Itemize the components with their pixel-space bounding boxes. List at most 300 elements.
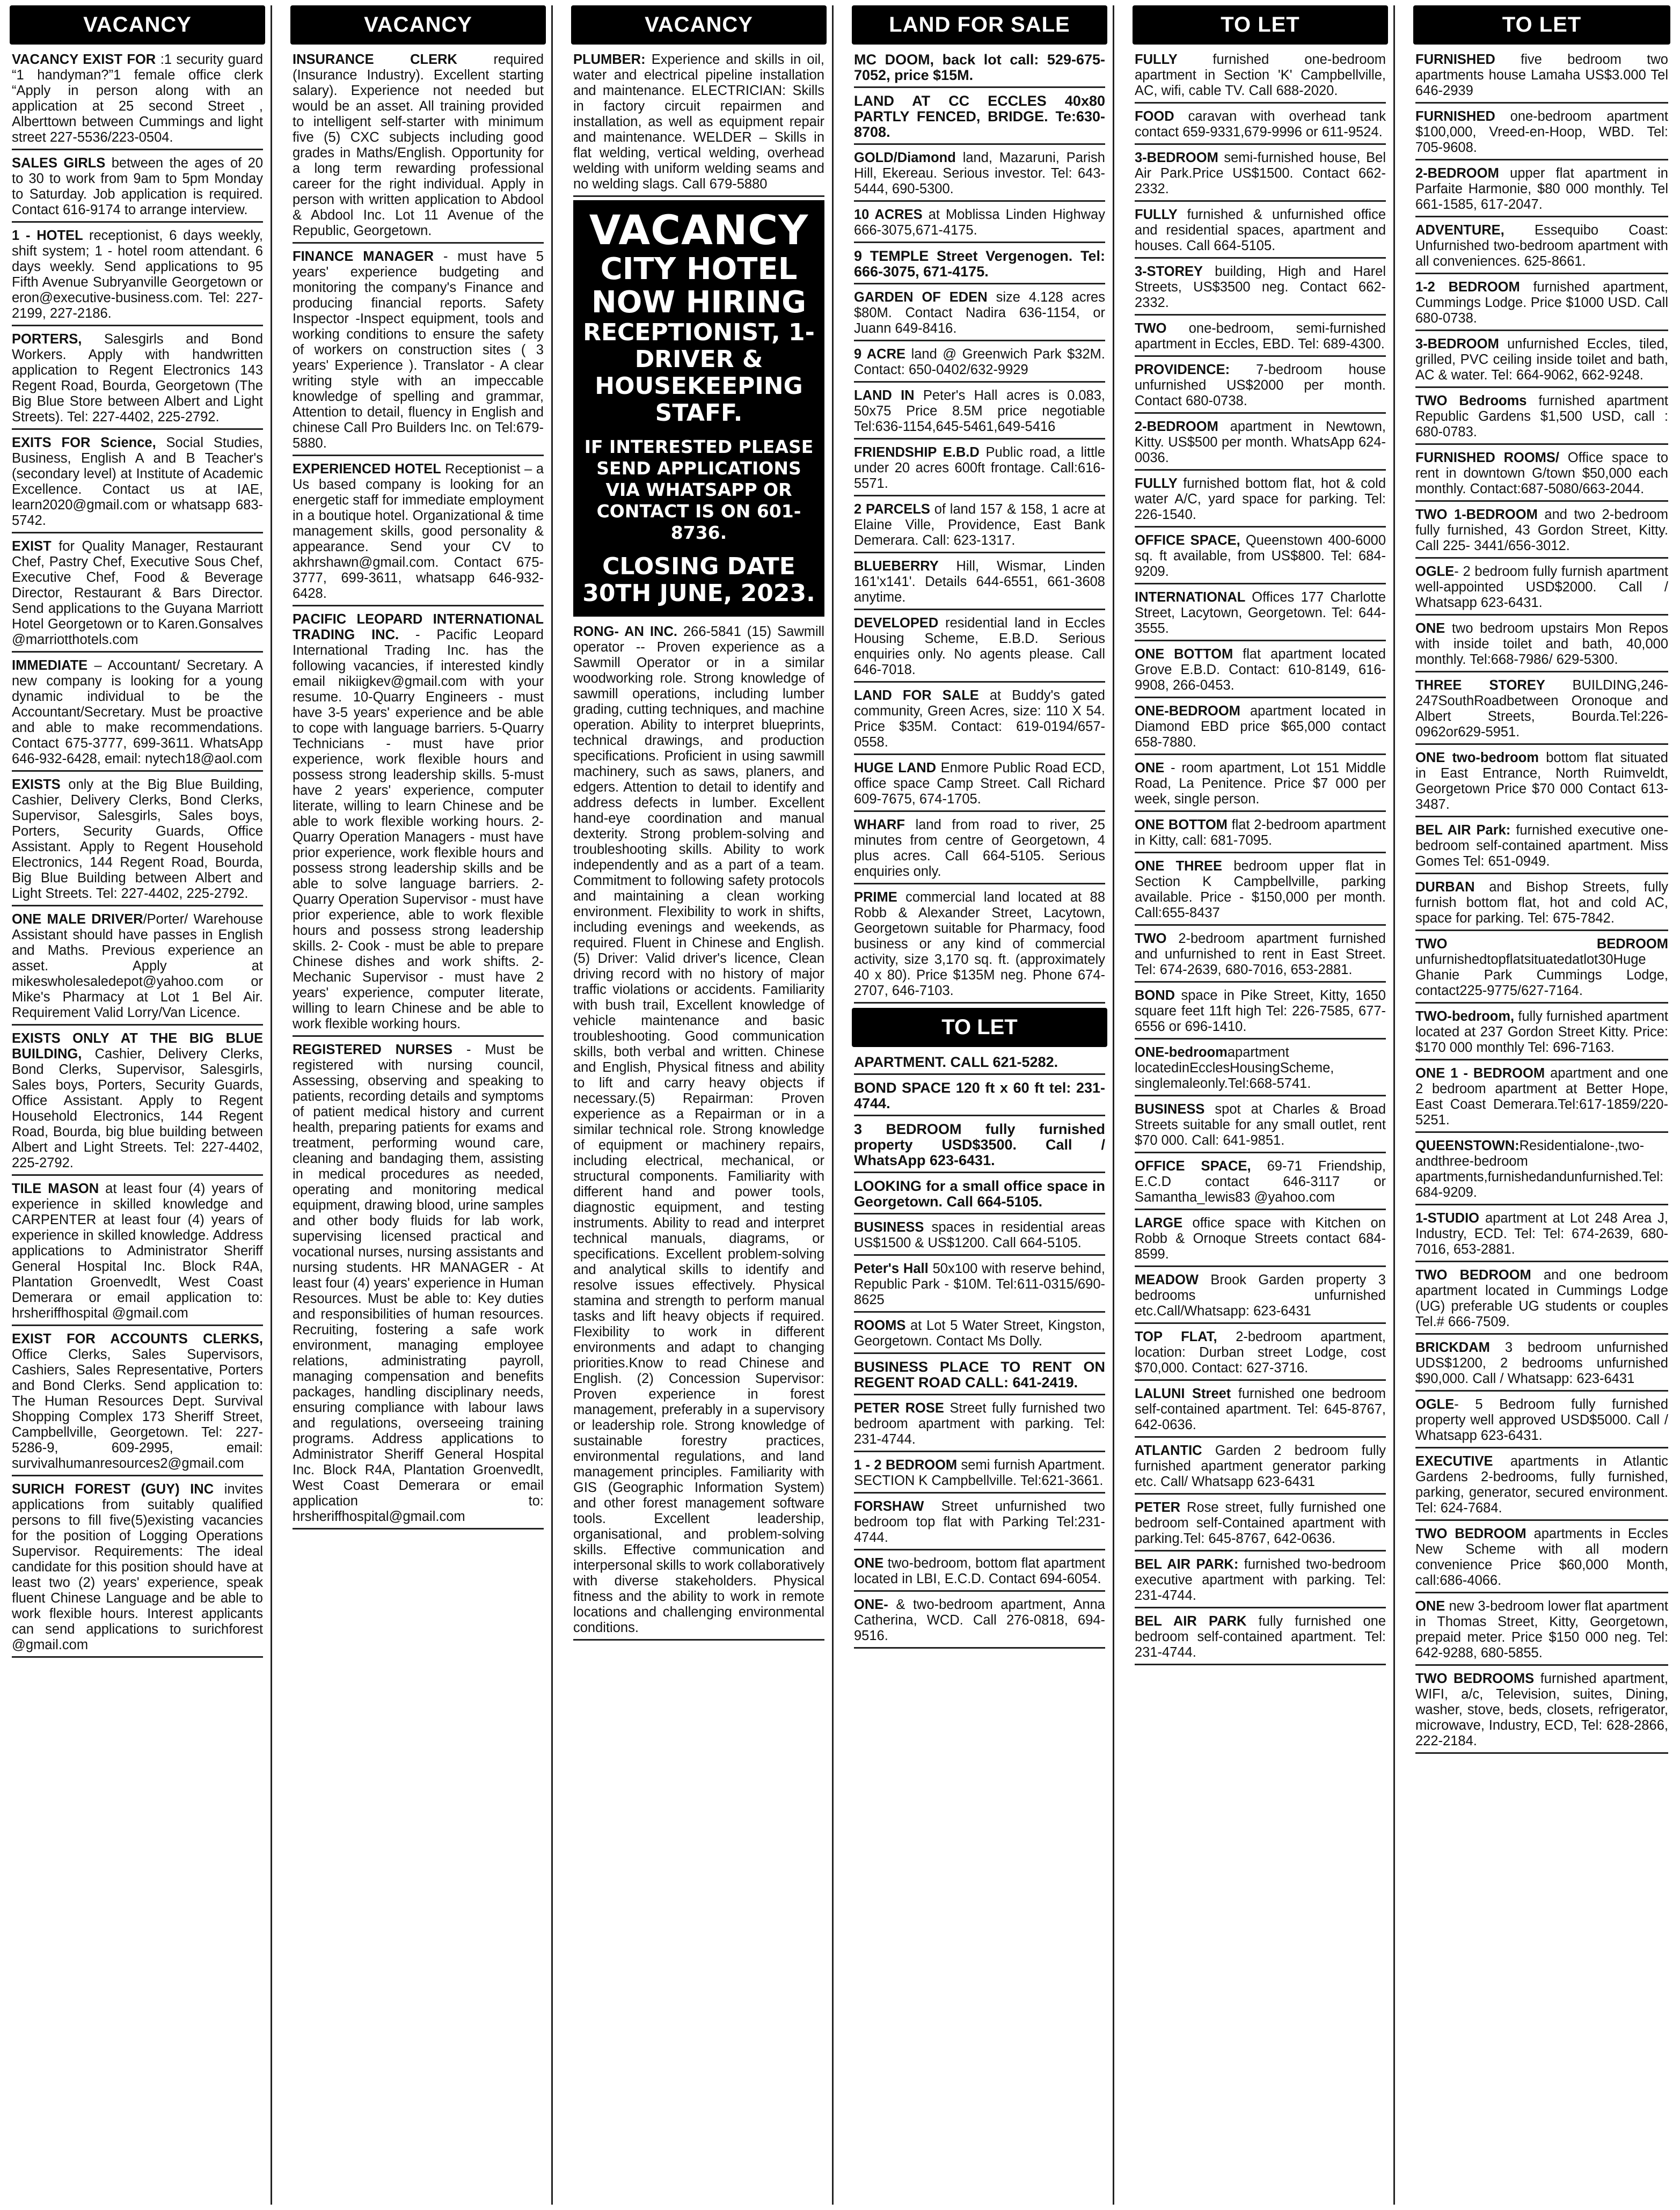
ad-lead: ONE (854, 1556, 888, 1571)
ad-lead: BUSINESS PLACE TO RENT ON REGENT ROAD CALL: 641-2419. (854, 1359, 1105, 1391)
classified-ad (854, 246, 1105, 284)
ad-body: Garden 2 bedroom fully furnished apartment generator parking etc. Call/ Whatsapp 623-6431 (1135, 1443, 1386, 1489)
ad-lead: BUSINESS (854, 1220, 932, 1235)
ad-lead: FULLY (1135, 52, 1213, 67)
ad-body: Cashier, Delivery Clerks, Bond Clerks, Supervisor, Salesgirls, Sales boys, Porters, Security Guards, Office Assistant. Apply to Regent Household Electronics, 144 Regent Road, Bourda, big blue building between Albert and Light Streets. Tel: 227-4402, 225-2792. (12, 1047, 263, 1170)
ad-lead: PLUMBER: (573, 52, 652, 67)
ad-lead: LAND FOR SALE (854, 688, 990, 703)
ad-lead: FORSHAW (854, 1499, 941, 1514)
box-ad-line2: NOW HIRING (591, 285, 807, 320)
classified-ad (1415, 1524, 1668, 1593)
ad-lead: LAND AT CC ECCLES 40x80 PARTLY FENCED, BRIDGE. Te:630-8708. (854, 93, 1105, 140)
ad-body: 266-5841 (15) Sawmill operator -- Proven experience as a Sawmill Operator or in a similar woodworking role. Strong knowledge of sawmill operations, including lumber grading, cutting techniques, and machine operation. Ability to interpret blueprints, technical drawings, and production specifications. Proficient in using sawmill machinery, such as saws, planers, and edgers. Attention to detail to identify and address defects in lumber. Excellent hand-eye coordination and manual dexterity. Strong problem-solving and troubleshooting skills. Ability to work independently and as a part of a team. Commitment to following safety protocols and maintaining a clean working environment. Flexibility to work in shifts, including evenings and weekends, as required. Fluent in Chinese and English.(5) Driver: Valid driver's licence, Clean driving record with no history of major traffic violations or accidents. Familiarity with bush trail, Excellent knowledge of vehicle maintenance and basic troubleshooting. Good communication skills, both verbal and written. Chinese and English, Physical fitness and ability to lift and carry heavy objects if necessary.(5) Repairman: Proven experience as a Repairman or in a similar technical role. Strong knowledge of equipment or machinery repairs, including electrical, mechanical, or structural components. Familiarity with different hand and power tools, diagnostic equipment, and testing instruments. Ability to read and interpret technical manuals, diagrams, or specifications. Excellent problem-solving and analytical skills to identify and resolve issues effectively. Physical stamina and strength to perform manual tasks and lift heavy objects if required. Flexibility to work in different environments and adapt to changing priorities.Know to read Chinese and English. (2) Concession Supervisor: Proven experience in forest management, preferably in a supervisory or leadership role. Strong knowledge of sustainable forestry practices, environmental regulations, and land management principles. Familiarity with GIS (Geographic Information System) and other forest management software tools. Excellent leadership, organisational, and problem-solving skills. Effective communication and interpersonal skills to work collaboratively with diverse stakeholders. Physical fitness and the ability to work in remote locations and challenging environmental conditions. (573, 624, 825, 1635)
ad-body: Social Studies, Business, English A and B Teacher's (secondary level) at Institute of Academic Excellence. Contact us at IAE, learn2020@gmail.com or whatsapp 683-5742. (12, 435, 263, 528)
ad-lead: TWO 1-BEDROOM (1415, 507, 1545, 522)
ad-lead: TOP FLAT, (1135, 1329, 1236, 1344)
ad-body: spot at Charles & Broad Streets suitable for any small outlet, rent $70 000. Call: 641-9851. (1135, 1102, 1386, 1148)
classified-ad (854, 288, 1105, 341)
classified-ad (854, 1455, 1105, 1494)
ad-lead: 9 TEMPLE Street Vergenogen. Tel: 666-3075, 671-4175. (854, 248, 1105, 280)
classified-ad (1135, 1612, 1386, 1665)
ad-lead: BRICKDAM (1415, 1340, 1505, 1355)
section-header: TO LET (852, 1008, 1107, 1047)
classified-ad (12, 1179, 263, 1326)
classified-ad (1415, 676, 1668, 745)
classified-ad (1415, 1064, 1668, 1133)
ad-body: two-bedroom, bottom flat apartment located in LBI, E.C.D. Contact 694-6054. (854, 1556, 1105, 1586)
classified-ad (854, 205, 1105, 243)
section-header: TO LET (1133, 5, 1388, 45)
classified-ad (12, 910, 263, 1026)
classified-ad (1135, 360, 1386, 414)
ad-lead: ONE MALE DRIVER (12, 912, 143, 927)
ad-lead: EXITS FOR Science, (12, 435, 166, 450)
classified-ad (854, 1119, 1105, 1173)
ad-lead: FURNISHED (1415, 52, 1521, 67)
classified-ad (854, 1497, 1105, 1550)
ad-lead: INTERNATIONAL (1135, 590, 1252, 605)
classified-ad (854, 686, 1105, 755)
ad-body: apartment in Newtown, Kitty. US$500 per month. WhatsApp 624-0036. (1135, 419, 1386, 465)
classified-ad (1135, 1441, 1386, 1495)
ad-body: flat 2-bedroom apartment in Kitty, call: 681-7095. (1135, 817, 1386, 848)
ad-lead: BOND SPACE 120 ft x 60 ft tel: 231-4744. (854, 1080, 1105, 1111)
classified-ad (12, 330, 263, 430)
classified-ad (1135, 1157, 1386, 1210)
ad-lead: TWO BEDROOMS (1415, 1671, 1540, 1686)
ad-body: Receptionist – a Us based company is looking for an energetic staff for immediate employment in a boutique hotel. Organizational & time management skills, good personality & appearance. Send your CV to akhrshawn@gmail.com. Contact 675-3777, 699-3611, whatsapp 646-932-6428. (293, 462, 544, 601)
box-ad-roles: RECEPTIONIST, 1-DRIVER & HOUSEKEEPING STAFF. (583, 319, 815, 427)
classified-ad (1415, 934, 1668, 1004)
classified-ad (854, 443, 1105, 496)
section-header: LAND FOR SALE (852, 5, 1107, 45)
classified-ad (854, 1052, 1105, 1075)
classified-ad (1415, 748, 1668, 817)
ad-body: semi-furnished house, Bel Air Park.Price US$1500. Contact 662-2332. (1135, 150, 1386, 196)
ad-body: Queenstown 400-6000 sq. ft available, from US$800. Tel: 684-9209. (1135, 533, 1386, 579)
ad-lead: EXIST (12, 539, 59, 554)
ad-lead: ONE-bedroom (1135, 1045, 1228, 1060)
ad-lead: BEL AIR PARK (1135, 1614, 1259, 1629)
ad-lead: GOLD/Diamond (854, 150, 963, 165)
classified-ad (854, 1176, 1105, 1214)
classified-ad (293, 1040, 544, 1530)
ad-lead: RONG- AN INC. (573, 624, 683, 639)
ad-lead: ONE BOTTOM (1135, 817, 1232, 832)
ad-lead: 9 ACRE (854, 347, 911, 362)
classified-ad (1135, 1100, 1386, 1153)
ad-lead: FULLY (1135, 207, 1187, 222)
ad-body: furnished executive one-bedroom self-contained apartment. Miss Gomes Tel: 651-0949. (1415, 823, 1668, 869)
ad-lead: TILE MASON (12, 1181, 106, 1196)
classified-ad (1135, 986, 1386, 1040)
classified-ad (12, 656, 263, 772)
ad-body: unfurnishedtopflatsituatedatlot30Huge Ghanie Park Cummings Lodge, contact225-9775/627-7164. (1415, 952, 1668, 998)
ad-body: office space with Kitchen on Robb & Ornoque Streets contact 684-8599. (1135, 1216, 1386, 1262)
classified-ad (1415, 1597, 1668, 1666)
classified-ad (854, 613, 1105, 683)
ad-lead: TWO (1135, 931, 1179, 946)
ad-body: between the ages of 20 to 30 to work from 9am to 5pm Monday to Saturday. Job application is required. Contact 616-9174 to arrange interview. (12, 156, 264, 217)
classified-ad (12, 775, 263, 906)
classified-ad (1415, 821, 1668, 874)
ad-lead: IMMEDIATE (12, 658, 94, 673)
classified-ad (1135, 1555, 1386, 1608)
ad-lead: OGLE (1415, 1397, 1455, 1412)
ad-body: Street unfurnished two bedroom top flat with Parking Tel:231-4744. (854, 1499, 1105, 1545)
ad-body: semi furnish Apartment. SECTION K Campbellville. Tel:621-3661. (854, 1458, 1105, 1488)
ad-lead: 1 - HOTEL (12, 228, 89, 243)
ad-lead: TWO-bedroom, (1415, 1009, 1518, 1024)
ad-body: for Quality Manager, Restaurant Chef, Pastry Chef, Executive Sous Chef, Executive Chef, Food & Beverage Director, Restaurant & Bars Director. Send applications to the Guyana Marriott Hotel Georgetown or to Karen.Gonsalves @marriotthotels.com (12, 539, 263, 647)
ad-lead: FINANCE MANAGER (293, 249, 443, 264)
column-1 (5, 5, 272, 2205)
classified-ad (1135, 1043, 1386, 1096)
ad-lead: LARGE (1135, 1216, 1193, 1231)
classified-ad (1415, 562, 1668, 616)
ad-lead: FURNISHED ROOMS/ (1415, 450, 1568, 465)
ad-body: unfurnished Eccles, tiled, grilled, PVC ceiling inside toilet and bath, AC & water. Tel: 664-9062, 662-9248. (1415, 336, 1668, 383)
classified-ad (1415, 1452, 1668, 1521)
ad-body: furnished & unfurnished office and residential spaces, apartment and houses. Call 664-5105. (1135, 207, 1386, 253)
box-ad-cta: IF INTERESTED PLEASE SEND APPLICATIONS VIA WHATSAPP OR CONTACT IS ON 601-8736. (584, 436, 814, 543)
ad-body: space in Pike Street, Kitty, 1650 square feet 11ft high Tel: 226-7585, 677-6556 or 696-1410. (1135, 988, 1386, 1034)
ad-body: - Pacific Leopard International Trading Inc. has the following vacancies, if interested kindly email nikiigkev@gmail.com with your resume. 10-Quarry Engineers - must have 3-5 years' experience and be able to cope with language barriers. 5-Quarry Technicians - must have prior experience, work flexible hours and possess strong leadership skills. 5-must have 2 years' experience, computer literate, willing to learn Chinese and be able to work flexible working hours. 2- Quarry Operation Managers - must have prior experience, work flexible hours and possess strong leadership skills and be able to solve language barriers. 2- Quarry Operation Supervisor - must have prior experience, able to work flexible hours and possess strong leadership skills. 2- Cook - must be able to prepare Chinese dishes and work shifts. 2- Mechanic Supervisor - must have 2 years' experience, computer literate, willing to learn Chinese and be able to work flexible working hours. (293, 627, 544, 1031)
ad-body: apartment locatedinEcclesHousingScheme, singlemaleonly.Tel:668-5741. (1135, 1045, 1334, 1091)
classified-ad (573, 50, 824, 197)
ad-lead: ONE- (854, 1597, 896, 1612)
ad-lead: APARTMENT. CALL 621-5282. (854, 1054, 1058, 1070)
ad-body: Rose street, fully furnished one bedroom self-Contained apartment with parking.Tel: 645-8767, 642-0636. (1135, 1500, 1386, 1546)
ad-body: one-bedroom, semi-furnished apartment in Eccles, EBD. Tel: 689-4300. (1135, 321, 1386, 352)
ad-lead: BEL AIR PARK: (1135, 1557, 1244, 1572)
ad-body: of land 157 & 158, 1 acre at Elaine Ville, Providence, East Bank Demerara. Call: 623-1317. (854, 502, 1106, 548)
ad-body: and one bedroom apartment located in Cummings Lodge (UG) preferable UG students or couples Tel.# 666-7509. (1415, 1268, 1668, 1329)
classified-ad (1135, 1327, 1386, 1381)
ad-body: at Moblissa Linden Highway 666-3075,671-4175. (854, 207, 1105, 238)
classified-ad (1415, 1007, 1668, 1060)
ad-body: land from road to river, 25 minutes from centre of Georgetown, 4 plus acres. Call 664-5105. Serious enquiries only. (854, 817, 1106, 879)
classified-ad (1415, 1136, 1668, 1205)
classified-ad (1135, 417, 1386, 471)
ad-body: furnished apartment Republic Gardens $1,500 USD, call : 680-0783. (1415, 393, 1668, 440)
column-2 (286, 5, 553, 2205)
ad-body: Essequibo Coast: Unfurnished two-bedroom apartment with all conveniences. 625-8661. (1415, 223, 1668, 269)
classified-ad (1415, 1338, 1668, 1392)
classified-ad (854, 1218, 1105, 1256)
classified-ad (854, 815, 1105, 884)
ad-lead: DEVELOPED (854, 616, 946, 631)
ad-lead: LAND IN (854, 388, 923, 403)
ad-lead: ONE THREE (1135, 859, 1234, 874)
classified-ad (854, 1595, 1105, 1649)
ad-lead: SURICH FOREST (GUY) INC (12, 1482, 224, 1497)
ad-body: Public road, a little under 20 acres 600ft frontage. Call:616-5571. (854, 445, 1105, 491)
classified-ad (854, 345, 1105, 383)
ad-body: invites applications from suitably qualified persons to fill five(5)existing vacancies for the position of Logging Operations Supervisor. Requirements: The ideal candidate for this position should have at least two (2) years' experience, speak fluent Chinese Language and be able to work flexible hours. Interest applicants can send applications to surichforest @gmail.com (12, 1482, 263, 1652)
ad-lead: TWO Bedrooms (1415, 393, 1539, 408)
ad-lead: SALES GIRLS (12, 156, 112, 171)
classified-ad (1135, 815, 1386, 853)
classified-ad (12, 226, 263, 326)
classified-ad (293, 247, 544, 456)
ad-lead: TWO BEDROOM (1415, 1526, 1534, 1541)
classifieds-page (5, 5, 1675, 2205)
ad-lead: FOOD (1135, 109, 1188, 124)
ad-lead: PORTERS, (12, 332, 105, 347)
ad-body: and two 2-bedroom fully furnished, 43 Gordon Street, Kitty. Call 225- 3441/656-3012. (1415, 507, 1668, 553)
classified-ad (12, 50, 263, 150)
classified-ad (12, 1329, 263, 1476)
section-header: VACANCY (10, 5, 265, 45)
classified-ad (854, 1316, 1105, 1354)
classified-ad (1415, 1265, 1668, 1335)
ad-body: – Accountant/ Secretary. A new company is looking for a young dynamic individual to be the Accountant/Secretary. Must be proactive and able to make recommendations. Contact 675-3777, 699-3611. WhatsApp 646-932-6428, email: nytech18@aol.com (12, 658, 263, 766)
classified-ad (12, 433, 263, 533)
ad-body: furnished bottom flat, hot & cold water A/C, yard space for parking. Tel: 226-1540. (1135, 476, 1386, 522)
ad-body: Enmore Public Road ECD, office space Camp Street. Call Richard 609-7675, 674-1705. (854, 760, 1105, 807)
ad-lead: ONE-BEDROOM (1135, 704, 1250, 719)
ad-body: bedroom upper flat in Section K Campbellville, parking available. Price - $150,000 per month. Call:655-8437 (1135, 859, 1386, 920)
classified-ad (1135, 531, 1386, 584)
classified-ad (854, 557, 1105, 610)
classified-ad (1415, 448, 1668, 502)
classified-ad (1135, 107, 1386, 145)
classified-ad (1135, 205, 1386, 259)
ad-body: furnished one-bedroom apartment in Section 'K' Campbellville, AC, wifi, cable TV. Call 688-2020. (1135, 52, 1386, 98)
classified-ad (12, 1480, 263, 1658)
ad-body: spaces in residential areas US$1500 & US$1200. Call 664-5105. (854, 1220, 1105, 1250)
ad-lead: 1-STUDIO (1415, 1211, 1485, 1226)
ad-body: apartments in Atlantic Gardens 2-bedrooms, fully furnished, parking, generator, secured environment. Tel: 624-7684. (1415, 1454, 1668, 1516)
ad-lead: REGISTERED NURSES (293, 1042, 466, 1057)
ad-body: furnished apartment, Cummings Lodge. Price $1000 USD. Call 680-0738. (1415, 280, 1668, 326)
city-hotel-box-ad (573, 200, 824, 617)
ad-lead: EXECUTIVE (1415, 1454, 1510, 1469)
ad-body: two bedroom upstairs Mon Repos with inside toilet and bath, 40,000 monthly. Tel:668-7986/ 629-5300. (1415, 621, 1668, 667)
ad-lead: Peter's Hall (854, 1261, 933, 1276)
box-ad-line1: CITY HOTEL (600, 252, 798, 287)
classified-ad (12, 537, 263, 653)
ad-body: 3 bedroom unfurnished UDS$1200, 2 bedrooms unfurnished $90,000. Call / Whatsapp: 623-6431 (1415, 1340, 1669, 1386)
classified-ad (293, 459, 544, 606)
ad-body: new 3-bedroom lower flat apartment in Thomas Street, Kitty, Georgetown, prepaid meter. Price $150 000 neg. Tel: 642-9288, 680-5855. (1415, 1599, 1668, 1660)
classified-ad (1135, 758, 1386, 812)
ad-body: - Must be registered with nursing council, Assessing, observing and speaking to patients, recording details and symptoms of patient medical history and current health, preparing patients for exams and treatment, performing wound care, cleaning and bandaging them, assisting in medical procedures as needed, operating and monitoring medical equipment, drawing blood, urine samples and other body fluids for lab work, supervising licensed practical and vocational nurses, nursing assistants and nursing students. HR MANAGER - At least four (4) years' experience in Human Resources. Must be able to: Key duties and responsibilities of human resources. Recruiting, fostering a safe work environment, managing employee relations, administrating payroll, managing compensation and benefits packages, handling disciplinary needs, ensuring compliance with labour laws and regulations, overseeing training programs. Address applications to Administrator Sheriff General Hospital Inc. Block R4A, Plantation Groenvedlt, West Coast Demerara or email application to: hrsheriffhospital@gmail.com (293, 1042, 544, 1524)
ad-body: size 4.128 acres $80M. Contact Nadira 636-1154, or Juann 649-8416. (854, 290, 1105, 336)
classified-ad (854, 500, 1105, 553)
classified-ad (1415, 1669, 1668, 1754)
ad-body: at Buddy's gated community, Green Acres, size: 110 X 54. Price $35M. Contact: 619-0194/657-0558. (854, 688, 1105, 750)
ad-body: five bedroom two apartments house Lamaha US$3.000 Tel 646-2939 (1415, 52, 1668, 98)
ad-lead: PRIME (854, 890, 906, 905)
ad-body: Peter's Hall acres is 0.083, 50x75 Price 8.5M price negotiable Tel:636-1154,645-5461,649-5416 (854, 388, 1105, 434)
classified-ad (854, 148, 1105, 202)
ad-lead: EXIST FOR ACCOUNTS CLERKS, (12, 1331, 263, 1347)
ad-lead: FULLY (1135, 476, 1184, 491)
ad-lead: DURBAN (1415, 880, 1489, 895)
classified-ad (854, 1259, 1105, 1313)
ad-lead: MEADOW (1135, 1272, 1211, 1287)
ad-lead: FRIENDSHIP E.B.D (854, 445, 986, 460)
ad-lead: 2-BEDROOM (1135, 419, 1230, 434)
ad-lead: GARDEN OF EDEN (854, 290, 996, 305)
ad-body: Residentialone-,two-andthree-bedroom apartments,furnishedandunfurnished.Tel: 684-9209. (1415, 1138, 1664, 1200)
ad-lead: TWO (1135, 321, 1189, 336)
classified-ad (1415, 277, 1668, 331)
ad-body: furnished apartment, WIFI, a/c, Television, suites, Dining, washer, stove, beds, closets, refrigerator, microwave, Industry, ECD, Tel: 628-2866, 222-2184. (1415, 1671, 1668, 1748)
ad-body: Office Clerks, Sales Supervisors, Cashiers, Sales Representative, Porters and Bond Clerks. Send application to: The Human Resources Dept. Survival Shopping Complex 173 Sheriff Street, Campbellville, Georgetown. Tel: 227-5286-9, 609-2995, email: survivalhumanresources2@gmail.com (12, 1347, 263, 1471)
ad-body: :1 security guard “1 handyman?”1 female office clerk “Apply in person along with an application at 25 second Street , Alberttown between Cummings and light street 227-5536/223-0504. (12, 52, 264, 145)
classified-ad (573, 622, 824, 1641)
column-5 (1128, 5, 1395, 2205)
ad-body: /Porter/ Warehouse Assistant should have passes in English and Maths. Previous experience an asset. Apply at mikeswholesaledepot@yahoo.com or Mike's Pharmacy at Lot 1 Bel Air. Requirement Valid Lorry/Van Licence. (12, 912, 263, 1020)
ad-body: at Lot 5 Water Street, Kingston, Georgetown. Contact Ms Dolly. (854, 1318, 1105, 1349)
ad-lead: ROOMS (854, 1318, 911, 1333)
classified-ad (1415, 505, 1668, 559)
ad-lead: BUSINESS (1135, 1102, 1215, 1117)
ad-body: required (Insurance Industry). Excellent starting salary). Experience not needed but would be an asset. All training provided to intelligent self-starter with minimum five (5) CXC subjects including good grades in Maths/English. Opportunity for a long term rewarding professional career for the right individual. Apply in person with written application to Abdool & Abdool Inc. Lot 11 Avenue of the Republic, Georgetown. (293, 52, 544, 238)
column-6 (1409, 5, 1676, 2205)
ad-body: 2-bedroom apartment, location: Durban street Lodge, cost $70,000. Contact: 627-3716. (1135, 1329, 1386, 1375)
ad-lead: ONE (1415, 1599, 1449, 1614)
classified-ad (1415, 164, 1668, 217)
ad-lead: FURNISHED (1415, 109, 1510, 124)
classified-ad (1135, 319, 1386, 357)
ad-lead: ATLANTIC (1135, 1443, 1215, 1458)
classified-ad (854, 1078, 1105, 1116)
classified-ad (293, 610, 544, 1037)
column-4 (848, 5, 1114, 2205)
ad-body: Brook Garden property 3 bedrooms unfurnished etc.Call/Whatsapp: 623-6431 (1135, 1272, 1386, 1319)
ad-body: - must have 5 years' experience budgeting and monitoring the company's Finance and producing financial reports. Safety Inspector -Inspect equipment, tools and working conditions to ensure the safety of workers on construction sites ( 3 years' Experience ). Translator - A clear writing style with an impeccable knowledge of spelling and grammar, Attention to detail, fluency in English and chinese Call Pro Builders Inc. on Tel:679-5880. (293, 249, 544, 451)
section-header: VACANCY (571, 5, 827, 45)
ad-body: residential land in Eccles Housing Scheme, E.B.D. Serious enquiries only. No agents please. Call 646-7018. (854, 616, 1106, 677)
ad-body: apartment located in Diamond EBD price $65,000 contact 658-7880. (1135, 704, 1386, 750)
section-header: TO LET (1413, 5, 1670, 45)
ad-lead: BEL AIR Park: (1415, 823, 1516, 838)
ad-body: apartments in Eccles New Scheme with all modern convenience Price $60,000 Month, call:686-4066. (1415, 1526, 1668, 1588)
ad-lead: 2 PARCELS (854, 502, 934, 517)
ad-body: flat apartment located Grove E.B.D. Contact: 610-8149, 616-9908, 266-0453. (1135, 647, 1386, 693)
ad-body: land @ Greenwich Park $32M. Contact: 650-0402/632-9929 (854, 347, 1105, 377)
classified-ad (854, 386, 1105, 440)
ad-body: - room apartment, Lot 151 Middle Road, La Penitence. Price $7 000 per week, single person. (1135, 760, 1386, 807)
ad-body: - 2 bedroom fully furnish apartment well-appointed USD$2000. Call / Whatsapp 623-6431. (1415, 564, 1668, 610)
ad-lead: EXPERIENCED HOTEL (293, 462, 445, 477)
ad-body: 2-bedroom apartment furnished and unfurnished to rent in East Street. Tel: 674-2639, 680-7016, 653-2881. (1135, 931, 1386, 977)
ad-body: upper flat apartment in Parfaite Harmonie, $80 000 monthly. Tel 661-1585, 617-2047. (1415, 166, 1668, 212)
classified-ad (1415, 877, 1668, 931)
classified-ad (1135, 1213, 1386, 1267)
ad-lead: VACANCY EXIST FOR (12, 52, 160, 67)
ad-lead: LALUNI Street (1135, 1386, 1238, 1401)
ad-lead: ONE two-bedroom (1415, 750, 1546, 765)
classified-ad (1135, 645, 1386, 698)
classified-ad (854, 50, 1105, 88)
column-3 (567, 5, 834, 2205)
ad-body: one-bedroom apartment $100,000, Vreed-en-Hoop, WBD. Tel: 705-9608. (1415, 109, 1669, 155)
ad-lead: LOOKING for a small office space in Georgetown. Call 664-5105. (854, 1178, 1105, 1210)
ad-body: at least four (4) years of experience in skilled knowledge and CARPENTER at least four (4) years of experience in skilled knowledge. Address applications to Administrator Sheriff General Hospital Inc. Block R4A, Plantation Groenvedlt, West Coast Demerara or email application to: hrsheriffhospital @gmail.com (12, 1181, 263, 1321)
ad-lead: OFFICE SPACE, (1135, 533, 1246, 548)
ad-body: land, Mazaruni, Parish Hill, Ekereau. Serious investor. Tel: 643-5444, 690-5300. (854, 150, 1105, 196)
ad-lead: PACIFIC LEOPARD INTERNATIONAL TRADING INC. (293, 612, 544, 642)
ad-lead: TWO BEDROOM (1415, 936, 1668, 952)
ad-lead: BLUEBERRY (854, 559, 956, 574)
classified-ad (293, 50, 544, 244)
classified-ad (1135, 148, 1386, 202)
ad-lead: PROVIDENCE: (1135, 362, 1257, 377)
ad-body: apartment at Lot 248 Area J, Industry, ECD. Tel: Tel: 674-2639, 680-7016, 653-2881. (1415, 1211, 1668, 1257)
ad-body: Office space to rent in downtown G/town $50,000 each monthly. Contact:687-5080/663-2044. (1415, 450, 1668, 496)
ad-lead: 1-2 BEDROOM (1415, 280, 1533, 295)
ad-body: BUILDING,246-247SouthRoadbetween Oronoque and Albert Streets, Bourda.Tel:226-0962or629-5951. (1415, 678, 1668, 740)
ad-lead: 10 ACRES (854, 207, 929, 222)
ad-body: furnished one bedroom self-contained apartment. Tel: 645-8767, 642-0636. (1135, 1386, 1386, 1432)
classified-ad (1135, 588, 1386, 641)
classified-ad (1415, 1209, 1668, 1262)
ad-body: Salesgirls and Bond Workers. Apply with handwritten application to Regent Electronics 143 Regent Road, Bourda, Georgetown (The Big Blue Store between Albert and Light Streets). Tel: 227-4402, 225-2792. (12, 332, 264, 425)
classified-ad (854, 1554, 1105, 1592)
classified-ad (854, 758, 1105, 812)
ad-body: fully furnished one bedroom self-contained apartment. Tel: 231-4744. (1135, 1614, 1386, 1660)
ad-body: only at the Big Blue Building, Cashier, Delivery Clerks, Bond Clerks, Supervisor, Salesgirls, Sales boys, Porters, Security Guards, Office Assistant. Apply to Regent Household Electronics, 144 Regent Road, Bourda, Big Blue Building between Albert and Light Streets. Tel: 227-4402, 225-2792. (12, 777, 263, 901)
ad-lead: ONE (1415, 621, 1452, 636)
classified-ad (1415, 50, 1668, 104)
ad-body: Experience and skills in oil, water and electrical pipeline installation and maintenance. ELECTRICIAN: Skills in factory circuit repairmen and installation, as well as equipment repair and maintenance. WELDER – Skills in flat welding, vertical welding, overhead welding with uniform welding seams and no welding slags. Call 679-5880 (573, 52, 824, 192)
box-ad-title: VACANCY (589, 206, 809, 254)
ad-lead: OFFICE SPACE, (1135, 1159, 1267, 1174)
classified-ad (1415, 221, 1668, 274)
ad-lead: ONE BOTTOM (1135, 647, 1243, 662)
ad-lead: PETER (1135, 1500, 1187, 1515)
ad-lead: WHARF (854, 817, 916, 832)
ad-body: apartment and one 2 bedroom apartment at Better Hope, East Coast Demerara.Tel:617-1859/220-5251. (1415, 1066, 1668, 1128)
ad-lead: 3 BEDROOM fully furnished property USD$3500. Call / WhatsApp 623-6431. (854, 1121, 1105, 1168)
ad-lead: 1 - 2 BEDROOM (854, 1458, 961, 1473)
section-header: VACANCY (290, 5, 546, 45)
ad-lead: 3-STOREY (1135, 264, 1215, 279)
classified-ad (1135, 1498, 1386, 1552)
ad-lead: THREE STOREY (1415, 678, 1573, 693)
ad-body: Hill, Wismar, Linden 161'x141'. Details 644-6551, 661-3608 anytime. (854, 559, 1105, 605)
classified-ad (1135, 474, 1386, 528)
classified-ad (1135, 1384, 1386, 1438)
ad-body: caravan with overhead tank contact 659-9331,679-9996 or 611-9524. (1135, 109, 1386, 140)
ad-body: 50x100 with reserve behind, Republic Park - $10M. Tel:611-0315/690-8625 (854, 1261, 1105, 1307)
classified-ad (854, 1399, 1105, 1452)
classified-ad (1415, 334, 1668, 388)
ad-body: Street fully furnished two bedroom apartment with parking. Tel: 231-4744. (854, 1401, 1106, 1447)
ad-body: - 5 Bedroom fully furnished property well approved USD$5000. Call / Whatsapp 623-6431. (1415, 1397, 1668, 1443)
ad-lead: BOND (1135, 988, 1181, 1003)
classified-ad (1415, 619, 1668, 672)
box-ad-closing-date: 30TH JUNE, 2023. (582, 580, 815, 607)
ad-lead: ONE (1135, 760, 1171, 775)
classified-ad (1415, 391, 1668, 445)
ad-lead: INSURANCE CLERK (293, 52, 494, 67)
ad-lead: PETER ROSE (854, 1401, 950, 1416)
ad-lead: TWO BEDROOM (1415, 1268, 1544, 1283)
ad-body: furnished two-bedroom executive apartment with parking. Tel: 231-4744. (1135, 1557, 1386, 1603)
ad-lead: 3-BEDROOM (1415, 336, 1508, 352)
ad-body: & two-bedroom apartment, Anna Catherina, WCD. Call 276-0818, 694-9516. (854, 1597, 1105, 1643)
classified-ad (1135, 701, 1386, 755)
ad-lead: MC DOOM, back lot call: 529-675-7052, price $15M. (854, 52, 1105, 83)
ad-body: commercial land located at 88 Robb & Alexander Street, Lacytown, Georgetown suitable for Pharmacy, food business or any kind of commercial activity, size 3,170 sq. ft. (approximately 40 x 80). Price $135M neg. Phone 674-2707, 646-7103. (854, 890, 1105, 998)
classified-ad (854, 1357, 1105, 1395)
